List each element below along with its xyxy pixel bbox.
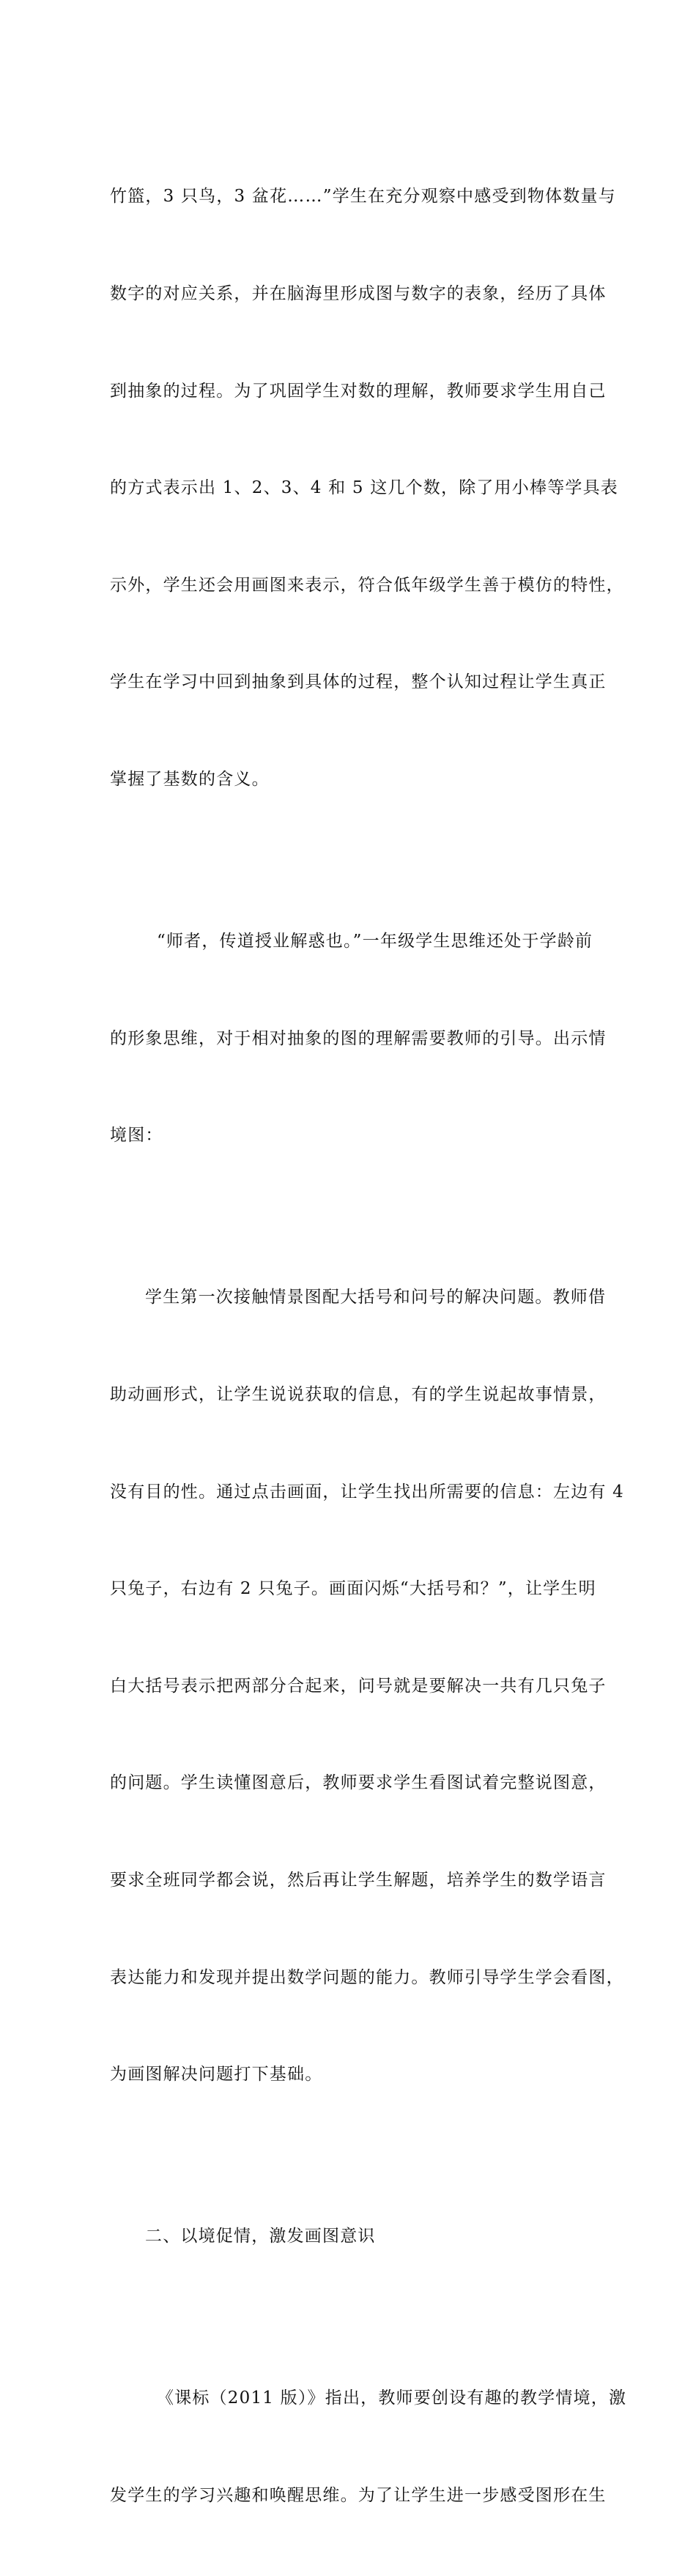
paragraph-3 [110, 1217, 624, 2156]
text-line: 《课标（2011 版）》指出，教师要创设有趣的教学情境，激 [157, 2388, 627, 2408]
text-line: 竹篮，3 只鸟，3 盆花……”学生在充分观察中感受到物体数量与 [110, 187, 616, 207]
text-line: 没有目的性。通过点击画面，让学生找出所需要的信息：左边有 4 [110, 1482, 624, 1502]
text-line: 示外，学生还会用画图来表示，符合低年级学生善于模仿的特性， [110, 575, 624, 595]
paragraph-2 [110, 861, 607, 1217]
text-line: 的形象思维，对于相对抽象的图的理解需要教师的引导。出示情 [110, 1028, 607, 1048]
section-heading [110, 2156, 586, 2317]
text-line: 学生在学习中回到抽象到具体的过程，整个认知过程让学生真正 [110, 672, 607, 692]
text-line: 表达能力和发现并提出数学问题的能力。教师引导学生学会看图， [110, 1967, 624, 1987]
text-line: 发学生的学习兴趣和唤醒思维。为了让学生进一步感受图形在生 [110, 2485, 607, 2505]
text-line: “师者，传道授业解惑也。”一年级学生思维还处于学龄前 [157, 932, 593, 951]
heading-line: 二、以境促情，激发画图意识 [145, 2227, 376, 2246]
text-line: 的方式表示出 1、2、3、4 和 5 这几个数，除了用小棒等学具表 [110, 478, 619, 498]
text-line: 助动画形式，让学生说说获取的信息，有的学生说起故事情景， [110, 1384, 607, 1404]
paragraph-1 [110, 116, 624, 861]
text-line: 学生第一次接触情景图配大括号和问号的解决问题。教师借 [145, 1288, 607, 1307]
paragraph-5 [110, 2317, 627, 2576]
text-line: 境图： [110, 1126, 163, 1146]
text-line: 白大括号表示把两部分合起来，问号就是要解决一共有几只兔子 [110, 1676, 607, 1696]
document-body [110, 116, 627, 2576]
text-line: 的问题。学生读懂图意后，教师要求学生看图试着完整说图意， [110, 1773, 607, 1793]
text-line: 要求全班同学都会说，然后再让学生解题，培养学生的数学语言 [110, 1870, 607, 1890]
text-line: 到抽象的过程。为了巩固学生对数的理解，教师要求学生用自己 [110, 381, 607, 401]
text-line: 为画图解决问题打下基础。 [110, 2065, 323, 2085]
text-line: 只兔子，右边有 2 只兔子。画面闪烁“大括号和？”，让学生明 [110, 1579, 596, 1599]
text-line: 掌握了基数的含义。 [110, 770, 270, 790]
text-line: 数字的对应关系，并在脑海里形成图与数字的表象，经历了具体 [110, 284, 607, 304]
